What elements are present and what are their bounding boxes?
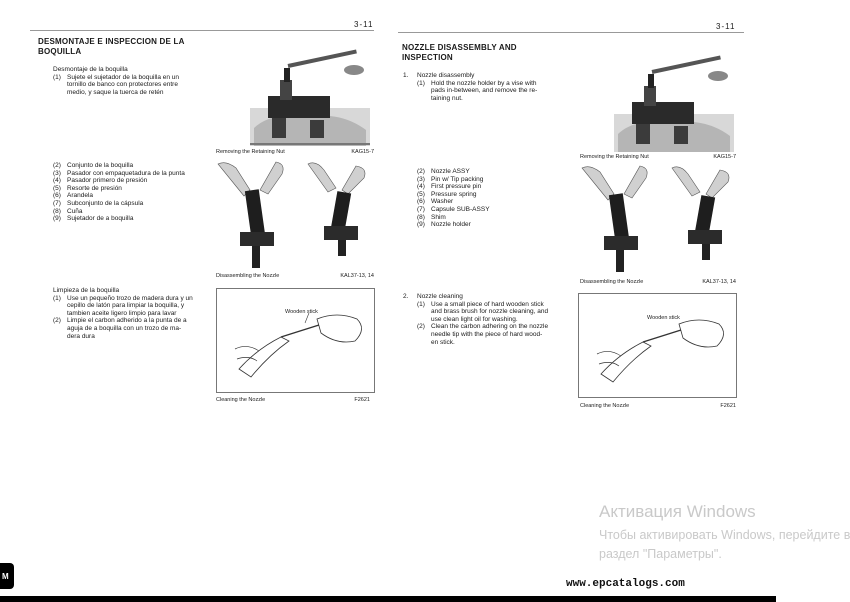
corner-badge [0, 563, 14, 589]
caption-code: KAG15-7 [713, 154, 736, 160]
right-figure-cleaning [578, 293, 737, 398]
item-line: Pin w/ Tip packing [431, 175, 484, 183]
right-figure-disassembling [580, 164, 736, 274]
item-number: (7) [417, 205, 425, 213]
item-line: Nozzle ASSY [431, 168, 470, 175]
list-item [53, 170, 203, 178]
item-line: Washer [431, 198, 454, 206]
section-heading [403, 293, 568, 301]
item-number: (1) [53, 294, 61, 302]
item-number: (9) [53, 215, 61, 223]
item-line: Sujetador de a boquilla [67, 215, 134, 223]
right-figure1-caption [580, 154, 736, 160]
item-line: pads in-between, and remove the re- [431, 87, 538, 95]
item-line: Shim [431, 213, 446, 221]
right-figure-removing-nut [614, 64, 734, 152]
right-parts-list [417, 168, 567, 229]
list-item [53, 200, 203, 208]
item-line: aguja de a boquilla con un trozo de ma- [67, 324, 182, 332]
item-number: (1) [417, 300, 425, 308]
item-line: Capsule SUB-ASSY [431, 205, 490, 213]
heading-number: 1. [403, 72, 409, 79]
right-title-line2: INSPECTION [402, 53, 453, 62]
list-item [53, 317, 203, 340]
item-number: (2) [53, 162, 61, 169]
site-url[interactable]: www.epcatalogs.com [566, 578, 685, 590]
list-item [53, 177, 203, 185]
item-number: (8) [417, 213, 425, 221]
list-item [53, 185, 203, 193]
right-section-cleaning [403, 293, 568, 346]
list-item [417, 183, 567, 191]
list-item [53, 162, 203, 170]
caption-text: Removing the Retaining Nut [580, 154, 649, 160]
section-heading: Desmontaje de la boquilla [53, 66, 128, 73]
caption-text: Cleaning the Nozzle [580, 403, 630, 409]
item-number: (1) [53, 73, 61, 81]
item-number: (4) [53, 177, 61, 185]
item-number: (9) [417, 221, 425, 229]
caption-text: Disassembling the Nozzle [216, 273, 280, 279]
right-title-line1: NOZZLE DISASSEMBLY AND [402, 43, 517, 52]
caption-code: KAG15-7 [351, 149, 374, 155]
left-figure1-caption [216, 149, 374, 155]
list-item [53, 215, 203, 223]
item-line: Limpie el carbon adherido a la punta de a [67, 317, 187, 325]
item-number: (2) [53, 317, 61, 325]
left-title-line1: DESMONTAJE E INSPECCION DE LA [38, 37, 185, 46]
section-heading [403, 72, 563, 80]
item-line: Arandela [67, 192, 94, 200]
item-number: (3) [53, 169, 61, 177]
list-item [53, 74, 203, 97]
left-figure3-caption [216, 397, 374, 403]
item-line: Conjunto de la boquilla [67, 162, 134, 169]
item-line: tambien aceite ligero limpio para lavar [67, 309, 177, 317]
activation-watermark-line3: раздел "Параметры". [599, 547, 722, 561]
caption-code: F2621 [354, 397, 370, 403]
item-line: Cuña [67, 207, 83, 215]
item-line: cepillo de latón para limpiar la boquilla, y [67, 302, 185, 310]
left-figure2-caption [216, 273, 374, 279]
heading-number: 2. [403, 293, 409, 300]
item-line: Pasador con empaquetadura de la punta [67, 169, 185, 177]
left-title-line2: BOQUILLA [38, 47, 82, 56]
item-line: Nozzle holder [431, 221, 471, 229]
left-figure-removing-nut [250, 58, 370, 146]
list-item [53, 208, 203, 216]
list-item [403, 301, 568, 324]
caption-code: F2621 [720, 403, 736, 409]
item-number: (8) [53, 207, 61, 215]
list-item [403, 323, 568, 346]
right-figure3-caption [580, 403, 736, 409]
right-top-rule [398, 32, 744, 33]
item-line: Use a small piece of hard wooden stick [431, 300, 544, 308]
section-heading: Limpieza de la boquilla [53, 287, 120, 294]
list-item [417, 221, 567, 229]
item-line: Pasador primero de presión [67, 177, 148, 185]
item-line: Use un pequeño trozo de madera dura y un [67, 294, 193, 302]
item-number: (6) [53, 192, 61, 200]
left-section-disassembly [53, 66, 203, 96]
item-number: (3) [417, 175, 425, 183]
left-top-rule [30, 30, 374, 31]
list-item [417, 176, 567, 184]
list-item [417, 198, 567, 206]
item-line: Clean the carbon adhering on the nozzle [431, 323, 549, 331]
item-line: and brass brush for nozzle cleaning, and [431, 308, 549, 316]
item-line: Pressure spring [431, 190, 477, 198]
item-number: (6) [417, 198, 425, 206]
right-title [402, 43, 572, 63]
caption-code: KAL37-13, 14 [340, 273, 374, 279]
item-line: Sujete el sujetador de la boquilla en un [67, 73, 180, 81]
vise-photo [250, 58, 370, 146]
list-item [417, 214, 567, 222]
item-line: First pressure pin [431, 183, 482, 191]
list-item [53, 295, 203, 318]
item-number: (5) [53, 184, 61, 192]
cleaning-drawing [579, 294, 736, 397]
item-number: (2) [417, 168, 425, 175]
item-line: needle tip with the piece of hard wood- [431, 330, 543, 338]
item-number: (5) [417, 190, 425, 198]
item-line: tornillo de banco con protectores entre [67, 81, 178, 89]
heading-text: Nozzle cleaning [417, 293, 463, 300]
vise-photo [614, 64, 734, 152]
list-item [417, 206, 567, 214]
item-number: (4) [417, 183, 425, 191]
activation-watermark-title: Активация Windows [599, 502, 756, 521]
caption-code: KAL37-13, 14 [702, 279, 736, 285]
item-line: Hold the nozzle holder by a vise with [431, 79, 537, 87]
caption-text: Removing the Retaining Nut [216, 149, 285, 155]
right-figure2-caption [580, 279, 736, 285]
item-number: (7) [53, 199, 61, 207]
item-line: taining nut. [431, 94, 463, 102]
right-page-number: 3-11 [716, 22, 736, 31]
left-figure-disassembling [216, 160, 374, 270]
left-page-number: 3-11 [354, 20, 374, 29]
left-figure-cleaning [216, 288, 375, 393]
wooden-stick-label: Wooden stick [647, 315, 680, 321]
left-section-cleaning [53, 287, 203, 340]
caption-text: Cleaning the Nozzle [216, 397, 266, 403]
item-line: Subconjunto de la cápsula [67, 199, 144, 207]
bottom-bar [0, 596, 776, 602]
activation-watermark-line2: Чтобы активировать Windows, перейдите в [599, 528, 850, 542]
nozzle-photo [216, 160, 374, 270]
item-number: (2) [417, 323, 425, 331]
left-title [38, 37, 208, 57]
cleaning-drawing [217, 289, 374, 392]
list-item [53, 192, 203, 200]
wooden-stick-label: Wooden stick [285, 309, 318, 315]
caption-text: Disassembling the Nozzle [580, 279, 644, 285]
nozzle-photo [580, 164, 736, 274]
list-item [403, 80, 563, 103]
item-line: dera dura [67, 332, 95, 340]
item-line: medio, y saque la tuerca de retén [67, 88, 164, 96]
right-section-disassembly [403, 72, 563, 102]
corner-badge-label: M [2, 572, 9, 581]
list-item [417, 168, 567, 176]
heading-text: Nozzle disassembly [417, 72, 475, 79]
left-parts-list [53, 162, 203, 223]
item-line: Resorte de presión [67, 184, 122, 192]
list-item [417, 191, 567, 199]
item-line: en stick. [431, 338, 455, 346]
item-line: use clean light oil for washing. [431, 315, 518, 323]
item-number: (1) [417, 79, 425, 87]
